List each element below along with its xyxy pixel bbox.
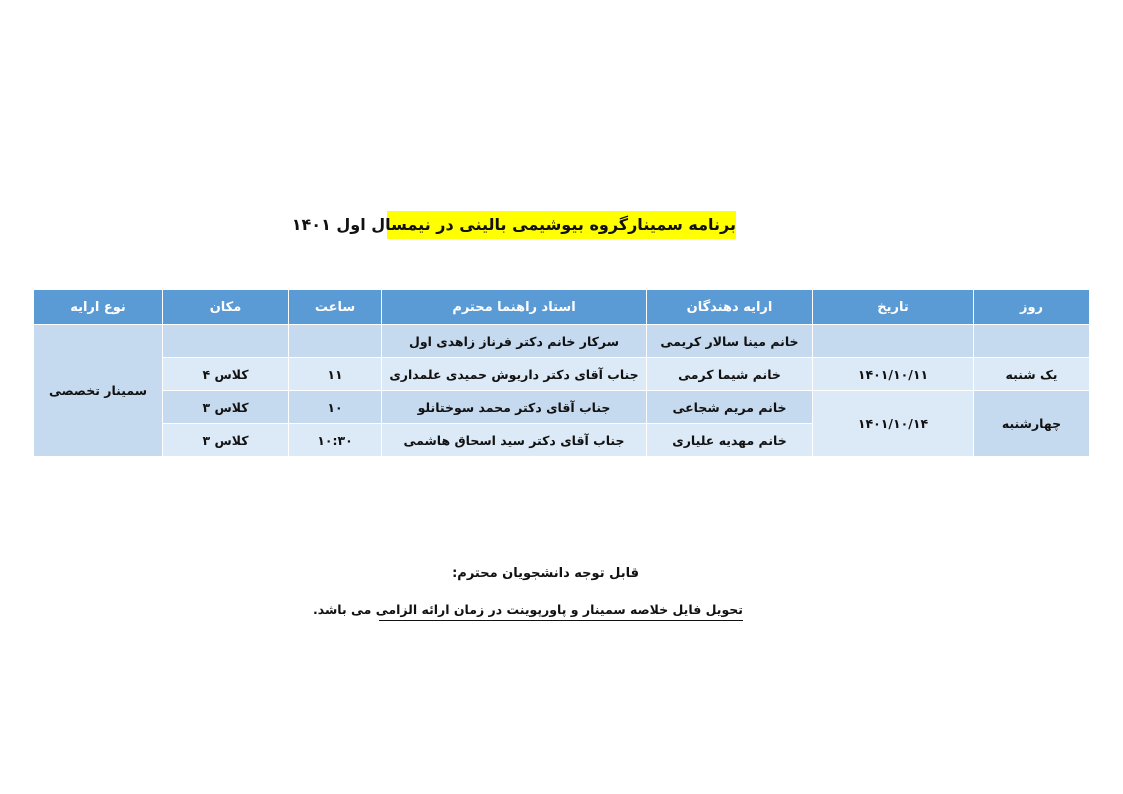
presentation-type-cell: سمینار تخصصی (34, 325, 163, 457)
time-cell: ۱۱ (289, 358, 382, 391)
day-cell: یک شنبه (974, 358, 1090, 391)
place-cell: کلاس ۳ (163, 391, 289, 424)
note-heading: قابل توجه دانشجویان محترم: (452, 566, 639, 581)
table-row (34, 325, 1090, 358)
date-cell: ۱۴۰۱/۱۰/۱۴ (813, 391, 974, 457)
table-row (34, 391, 1090, 424)
supervisor-cell: جناب آقای دکتر محمد سوختانلو (382, 391, 647, 424)
place-cell (163, 325, 289, 358)
time-cell (289, 325, 382, 358)
header-type: نوع ارایه (34, 290, 163, 325)
place-cell: کلاس ۳ (163, 424, 289, 457)
header-date: تاریخ (813, 290, 974, 325)
place-cell: کلاس ۴ (163, 358, 289, 391)
page-title: برنامه سمینارگروه بیوشیمی بالینی در نیمسال اول ۱۴۰۱ (387, 211, 736, 239)
header-presenters: ارایه دهندگان (647, 290, 813, 325)
date-cell-empty (813, 325, 974, 358)
presenter-cell: خانم مینا سالار کریمی (647, 325, 813, 358)
date-cell: ۱۴۰۱/۱۰/۱۱ (813, 358, 974, 391)
note-text: تحویل فایل خلاصه سمینار و پاورپوینت در زمان ارائه الزامی می باشد. (379, 602, 743, 621)
day-cell: چهارشنبه (974, 391, 1090, 457)
header-supervisor: استاد راهنما محترم (382, 290, 647, 325)
supervisor-cell: جناب آقای دکتر داریوش حمیدی علمداری (382, 358, 647, 391)
time-cell: ۱۰ (289, 391, 382, 424)
header-place: مکان (163, 290, 289, 325)
header-time: ساعت (289, 290, 382, 325)
table-row (34, 358, 1090, 391)
seminar-schedule-table (33, 289, 1090, 457)
presenter-cell: خانم شیما کرمی (647, 358, 813, 391)
header-day: روز (974, 290, 1090, 325)
presenter-cell: خانم مهدیه علیاری (647, 424, 813, 457)
supervisor-cell: سرکار خانم دکتر فرناز زاهدی اول (382, 325, 647, 358)
presenter-cell: خانم مریم شجاعی (647, 391, 813, 424)
table-header-row (34, 290, 1090, 325)
time-cell: ۱۰:۳۰ (289, 424, 382, 457)
day-cell-empty (974, 325, 1090, 358)
supervisor-cell: جناب آقای دکتر سید اسحاق هاشمی (382, 424, 647, 457)
